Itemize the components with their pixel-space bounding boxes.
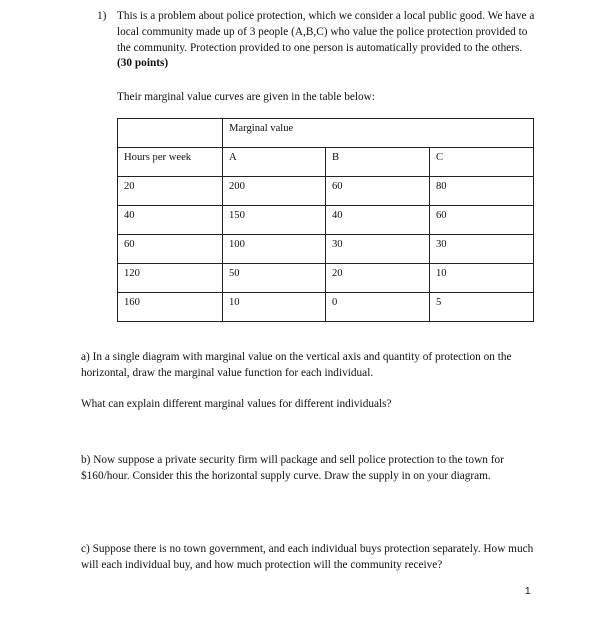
table-cell: 120 (118, 264, 223, 293)
table-row (118, 206, 534, 235)
table-cell: 60 (326, 177, 430, 206)
table-cell: 100 (223, 235, 326, 264)
marginal-value-table (117, 118, 534, 322)
table-cell: 20 (326, 264, 430, 293)
marginal-value-header: Marginal value (223, 119, 534, 148)
column-header: A (223, 148, 326, 177)
table-cell: 5 (430, 293, 534, 322)
question-points: (30 points) (117, 57, 169, 70)
table-cell: 0 (326, 293, 430, 322)
table-cell: 30 (430, 235, 534, 264)
table-cell: 40 (326, 206, 430, 235)
part-a-text: a) In a single diagram with marginal value on the vertical axis and quantity of protection on the horizontal, draw the marginal value function for each individual. (81, 351, 512, 379)
table-row (118, 293, 534, 322)
question-number: 1) (97, 10, 107, 22)
table-row (118, 235, 534, 264)
table-cell: 40 (118, 206, 223, 235)
question-text-block (117, 9, 537, 72)
table-empty-corner (118, 119, 223, 148)
table-cell: 50 (223, 264, 326, 293)
part-c-text: c) Suppose there is no town government, and each individual buys protection separately. How much will each individual buy, and how much protection will the community receive? (81, 543, 534, 571)
table-cell: 60 (430, 206, 534, 235)
table-cell: 150 (223, 206, 326, 235)
table-cell: 80 (430, 177, 534, 206)
table-intro: Their marginal value curves are given in the table below: (117, 91, 375, 103)
table-cell: 160 (118, 293, 223, 322)
question-text: This is a problem about police protection, which we consider a local public good. We have a local community made up of 3 people (A,B,C) who value the police protection provided to the community. Protection provided to one person is automatically provided to the others. (117, 10, 535, 54)
page-number: 1 (525, 586, 531, 597)
table-row (118, 264, 534, 293)
part-b-text: b) Now suppose a private security firm will package and sell police protection to the town for $160/hour. Consider this the horizontal supply curve. Draw the supply in on your diagram. (81, 454, 504, 482)
column-header: B (326, 148, 430, 177)
column-header: C (430, 148, 534, 177)
column-header: Hours per week (118, 148, 223, 177)
table-row (118, 177, 534, 206)
table-cell: 10 (430, 264, 534, 293)
table-cell: 10 (223, 293, 326, 322)
question-1 (97, 9, 537, 72)
table-cell: 30 (326, 235, 430, 264)
table-cell: 60 (118, 235, 223, 264)
table-cell: 20 (118, 177, 223, 206)
part-a-followup: What can explain different marginal values for different individuals? (81, 398, 392, 410)
table-group-header-row (118, 119, 534, 148)
table-cell: 200 (223, 177, 326, 206)
table-column-header-row (118, 148, 534, 177)
